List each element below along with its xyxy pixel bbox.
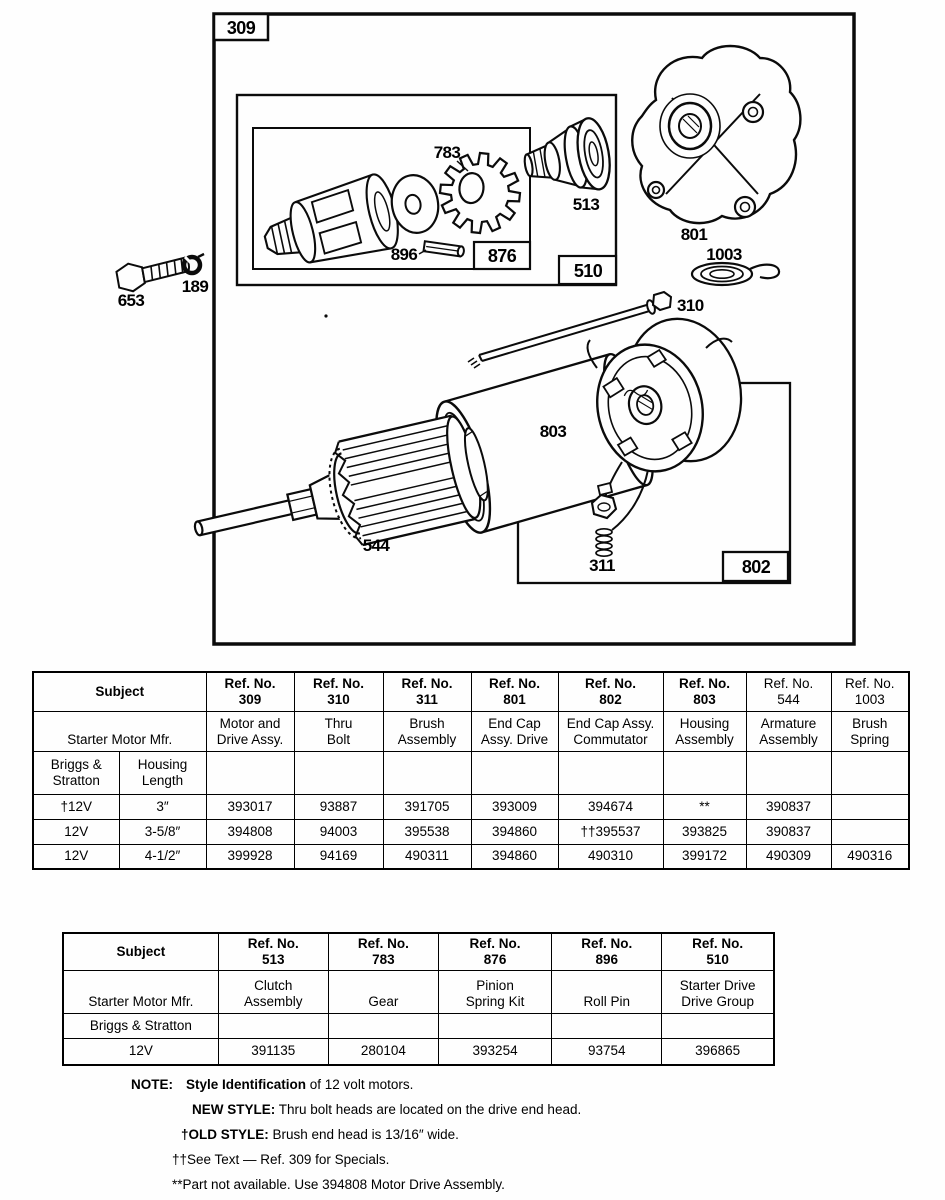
ref-id-line: 876 xyxy=(483,951,507,967)
ref-header-1003 xyxy=(831,672,909,711)
group-label-510: 510 xyxy=(573,261,603,281)
part-header xyxy=(746,711,831,751)
callout-801: 801 xyxy=(680,225,708,244)
ref-id-line: 510 xyxy=(706,951,729,967)
value-cell: 399928 xyxy=(206,844,294,869)
part-line: Motor and xyxy=(219,716,281,732)
pinion-gear-drawing xyxy=(436,149,523,236)
part-line: Assembly xyxy=(244,993,303,1009)
empty-cell xyxy=(831,751,909,794)
part-line: Starter Drive xyxy=(679,978,756,994)
part-header xyxy=(383,711,471,751)
part-line: Housing xyxy=(679,716,730,732)
ref-header-510 xyxy=(662,933,774,970)
part-header xyxy=(328,970,438,1013)
value-cell: ††395537 xyxy=(558,819,663,844)
header-row-refs xyxy=(33,672,909,711)
ref-id-line: 311 xyxy=(416,691,438,707)
value-cell xyxy=(831,794,909,819)
ref-no-line: Ref. No. xyxy=(692,936,744,952)
part-line: Assy. Drive xyxy=(480,731,549,747)
ref-header-544 xyxy=(746,672,831,711)
part-header xyxy=(831,711,909,751)
volt-cell: 12V xyxy=(33,844,119,869)
housing-length-header: Housing Length xyxy=(119,751,206,794)
mounting-bolt-drawing xyxy=(115,253,191,293)
length-cell: 4-1/2″ xyxy=(119,844,206,869)
value-cell: 490316 xyxy=(831,844,909,869)
value-cell: 399172 xyxy=(663,844,746,869)
part-line: Commutator xyxy=(573,731,648,747)
ref-id-line: 803 xyxy=(693,691,716,707)
table-row xyxy=(63,1038,774,1065)
empty-cell xyxy=(552,1013,662,1038)
value-cell: 394808 xyxy=(206,819,294,844)
value-cell: 94169 xyxy=(294,844,383,869)
note-line xyxy=(192,1097,581,1122)
value-cell: 490310 xyxy=(558,844,663,869)
part-header xyxy=(438,970,551,1013)
empty-cell xyxy=(383,751,471,794)
length-cell: 3-5/8″ xyxy=(119,819,206,844)
value-cell: 393009 xyxy=(471,794,558,819)
empty-cell xyxy=(746,751,831,794)
callout-513: 513 xyxy=(572,195,600,214)
ref-header-310 xyxy=(294,672,383,711)
part-line: Brush xyxy=(409,716,445,732)
ref-id-line: 896 xyxy=(595,951,618,967)
ref-header-896 xyxy=(552,933,662,970)
value-cell: 93754 xyxy=(552,1038,662,1065)
ref-no-line: Ref. No. xyxy=(469,936,521,952)
ref-no-line: Ref. No. xyxy=(585,676,637,692)
part-header xyxy=(471,711,558,751)
callout-311: 311 xyxy=(589,556,615,575)
note-rest-text: Thru bolt heads are located on the drive end head. xyxy=(275,1102,582,1117)
ref-header-783 xyxy=(328,933,438,970)
part-line: Clutch xyxy=(254,978,293,994)
group-label-309: 309 xyxy=(226,18,256,38)
value-cell: 394860 xyxy=(471,844,558,869)
ref-header-311 xyxy=(383,672,471,711)
ref-no-line: Ref. No. xyxy=(845,676,895,692)
part-header xyxy=(552,970,662,1013)
note-rest-text: **Part not available. Use 394808 Motor Drive Assembly. xyxy=(172,1177,505,1192)
ref-header-876 xyxy=(438,933,551,970)
clutch-assembly-drawing xyxy=(519,116,615,202)
callout-653: 653 xyxy=(117,291,145,310)
value-cell: 490311 xyxy=(383,844,471,869)
part-header xyxy=(558,711,663,751)
note-rest-text: of 12 volt motors. xyxy=(306,1077,414,1092)
empty-cell xyxy=(294,751,383,794)
group-label-802: 802 xyxy=(741,557,771,577)
part-line: Pinion xyxy=(476,978,514,994)
value-cell: 393017 xyxy=(206,794,294,819)
ref-id-line: 310 xyxy=(327,691,350,707)
roll-pin-drawing xyxy=(423,241,464,256)
note-rest-text: ††See Text — Ref. 309 for Specials. xyxy=(172,1152,390,1167)
part-line: Brush xyxy=(852,716,888,732)
value-cell: 390837 xyxy=(746,794,831,819)
empty-cell xyxy=(663,751,746,794)
callout-310: 310 xyxy=(677,296,704,315)
group-label-876: 876 xyxy=(487,246,517,266)
value-cell: 394674 xyxy=(558,794,663,819)
note-line xyxy=(172,1172,581,1197)
part-line: Drive Assy. xyxy=(216,731,284,747)
ref-header-309 xyxy=(206,672,294,711)
ref-no-line: Ref. No. xyxy=(679,676,731,692)
ref-no-line: Ref. No. xyxy=(489,676,541,692)
callout-783: 783 xyxy=(433,143,461,162)
header-row-brand xyxy=(63,1013,774,1038)
part-line: Spring Kit xyxy=(465,993,525,1009)
mfr-header: Starter Motor Mfr. xyxy=(33,711,206,751)
ref-header-803 xyxy=(663,672,746,711)
part-line: Roll Pin xyxy=(583,993,630,1009)
note-line xyxy=(181,1122,581,1147)
part-line: Assembly xyxy=(675,731,734,747)
ref-no-line: Ref. No. xyxy=(247,936,299,952)
volt-cell: 12V xyxy=(33,819,119,844)
stray-dot xyxy=(324,314,327,317)
part-line: Assembly xyxy=(397,731,457,747)
callout-1003: 1003 xyxy=(706,245,742,264)
ref-id-line: 513 xyxy=(262,951,285,967)
part-header xyxy=(663,711,746,751)
header-row-refs xyxy=(63,933,774,970)
note-bold-text: NEW STYLE: xyxy=(192,1102,276,1117)
mfr-header: Starter Motor Mfr. xyxy=(63,970,218,1013)
volt-cell: 12V xyxy=(63,1038,218,1065)
value-cell: 490309 xyxy=(746,844,831,869)
ref-no-line: Ref. No. xyxy=(357,936,409,952)
drive-parts-table xyxy=(62,932,775,1066)
volt-cell: †12V xyxy=(33,794,119,819)
ref-id-line: 783 xyxy=(372,951,395,967)
ref-no-line: Ref. No. xyxy=(581,936,633,952)
note-label: NOTE: xyxy=(131,1077,173,1092)
ref-header-801 xyxy=(471,672,558,711)
ref-header-802 xyxy=(558,672,663,711)
armature-drawing xyxy=(183,411,496,581)
callout-803: 803 xyxy=(539,422,567,441)
value-cell: 390837 xyxy=(746,819,831,844)
part-header xyxy=(294,711,383,751)
header-row-parts xyxy=(33,711,909,751)
table-row xyxy=(33,844,909,869)
part-header xyxy=(662,970,774,1013)
ref-no-line: Ref. No. xyxy=(401,676,453,692)
value-cell xyxy=(831,819,909,844)
empty-cell xyxy=(558,751,663,794)
value-cell: 396865 xyxy=(662,1038,774,1065)
note-bold-text: †OLD STYLE: xyxy=(181,1127,269,1142)
part-line: Drive Group xyxy=(681,993,755,1009)
empty-cell xyxy=(471,751,558,794)
part-line: End Cap xyxy=(488,716,541,732)
table-row xyxy=(33,819,909,844)
main-parts-table xyxy=(32,671,910,870)
subject-header: Subject xyxy=(33,672,206,711)
ref-no-line: Ref. No. xyxy=(763,676,814,692)
subject-header: Subject xyxy=(63,933,218,970)
value-cell: 280104 xyxy=(328,1038,438,1065)
part-line: Thru xyxy=(324,716,353,732)
table-row xyxy=(33,794,909,819)
brush-spring-drawing xyxy=(692,263,779,285)
ref-no-line: Ref. No. xyxy=(313,676,365,692)
ref-no-line: Ref. No. xyxy=(224,676,276,692)
part-header xyxy=(218,970,328,1013)
note-heading xyxy=(131,1072,581,1097)
value-cell: ** xyxy=(663,794,746,819)
empty-cell xyxy=(218,1013,328,1038)
part-line: Assembly xyxy=(759,731,818,747)
ref-id-line: 309 xyxy=(238,691,262,707)
value-cell: 391135 xyxy=(218,1038,328,1065)
value-cell: 94003 xyxy=(294,819,383,844)
brand-header: Briggs & Stratton xyxy=(63,1013,218,1038)
value-cell: 393254 xyxy=(438,1038,551,1065)
part-line: Armature xyxy=(760,716,817,732)
note-rest-text: Brush end head is 13/16″ wide. xyxy=(268,1127,459,1142)
part-line: Gear xyxy=(368,993,399,1009)
callout-189: 189 xyxy=(181,277,209,296)
value-cell: 395538 xyxy=(383,819,471,844)
ref-id-line: 1003 xyxy=(854,691,885,707)
ref-header-513 xyxy=(218,933,328,970)
value-cell: 393825 xyxy=(663,819,746,844)
end-cap-drive-drawing xyxy=(632,46,800,223)
ref-id-line: 544 xyxy=(777,691,800,707)
empty-cell xyxy=(328,1013,438,1038)
empty-cell xyxy=(662,1013,774,1038)
starter-drive-barrel-drawing xyxy=(257,171,404,277)
empty-cell xyxy=(206,751,294,794)
ref-id-line: 801 xyxy=(503,691,526,707)
part-line: Spring xyxy=(850,731,890,747)
note-bold-text: Style Identification xyxy=(186,1077,307,1092)
footnotes xyxy=(131,1072,581,1197)
callout-896: 896 xyxy=(390,245,418,264)
value-cell: 394860 xyxy=(471,819,558,844)
value-cell: 93887 xyxy=(294,794,383,819)
header-row-parts xyxy=(63,970,774,1013)
part-header xyxy=(206,711,294,751)
part-line: End Cap Assy. xyxy=(566,716,655,732)
ref-id-line: 802 xyxy=(599,691,622,707)
empty-cell xyxy=(438,1013,551,1038)
callout-544: 544 xyxy=(362,536,390,555)
value-cell: 391705 xyxy=(383,794,471,819)
header-row-brand xyxy=(33,751,909,794)
part-line: Bolt xyxy=(326,731,351,747)
note-line xyxy=(172,1147,581,1172)
brand-header: Briggs & Stratton xyxy=(33,751,119,794)
length-cell: 3″ xyxy=(119,794,206,819)
